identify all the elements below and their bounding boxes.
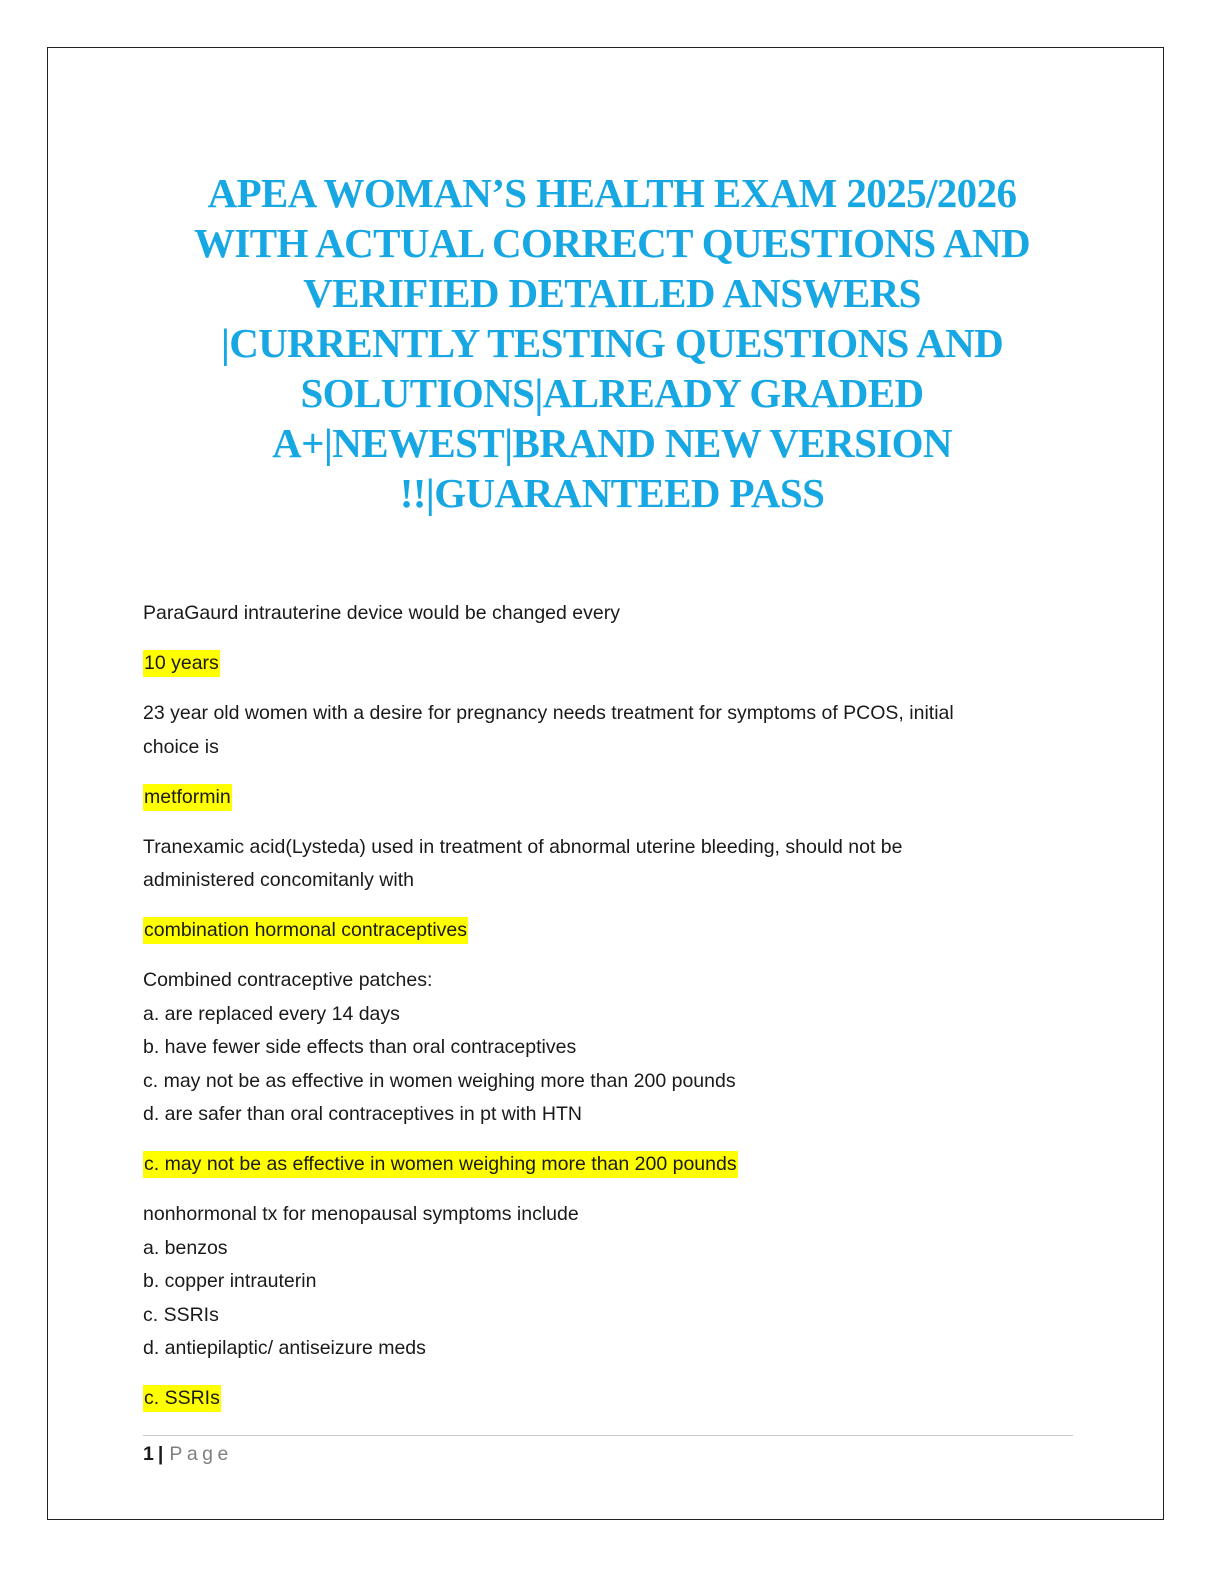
title-line: VERIFIED DETAILED ANSWERS <box>303 270 921 316</box>
page-number: 1 <box>143 1443 154 1465</box>
page-footer <box>143 1440 233 1468</box>
footer-rule <box>143 1435 1073 1436</box>
question <box>143 964 1083 1132</box>
answer-option: c. may not be as effective in women weighing more than 200 pounds <box>143 1069 736 1092</box>
question <box>143 597 1083 631</box>
highlighted-answer: c. SSRIs <box>143 1385 221 1412</box>
footer-separator: | <box>157 1443 164 1465</box>
qa-item <box>143 1198 1083 1416</box>
highlighted-answer: combination hormonal contraceptives <box>143 917 468 944</box>
title-line: A+|NEWEST|BRAND NEW VERSION <box>272 420 952 466</box>
highlighted-answer: c. may not be as effective in women weighing more than 200 pounds <box>143 1151 738 1178</box>
question-text: Tranexamic acid(Lysteda) used in treatment of abnormal uterine bleeding, should not be <box>143 835 903 858</box>
page-label: Page <box>169 1443 233 1465</box>
question <box>143 1198 1083 1366</box>
answer-option: a. benzos <box>143 1236 228 1259</box>
answer-option: d. are safer than oral contraceptives in pt with HTN <box>143 1103 582 1125</box>
qa-item <box>143 697 1083 814</box>
highlighted-answer: 10 years <box>143 650 220 677</box>
question-text: administered concomitanly with <box>143 869 414 891</box>
title-line: WITH ACTUAL CORRECT QUESTIONS AND <box>193 220 1031 266</box>
answer <box>143 781 1083 815</box>
answer-option: b. copper intrauterin <box>143 1270 317 1292</box>
answer <box>143 647 1083 681</box>
question-text: 23 year old women with a desire for pregnancy needs treatment for symptoms of PCOS, initial <box>143 702 954 724</box>
question-text: nonhormonal tx for menopausal symptoms include <box>143 1203 579 1225</box>
question-text: ParaGaurd intrauterine device would be changed every <box>143 602 620 624</box>
question <box>143 831 1083 898</box>
answer-option: b. have fewer side effects than oral contraceptives <box>143 1036 577 1058</box>
title-line: |CURRENTLY TESTING QUESTIONS AND <box>220 320 1004 366</box>
highlighted-answer: metformin <box>143 784 232 811</box>
title-line: APEA WOMAN’S HEALTH EXAM 2025/2026 <box>207 170 1017 216</box>
title-line: SOLUTIONS|ALREADY GRADED <box>300 370 924 416</box>
qa-item <box>143 964 1083 1182</box>
question-text: Combined contraceptive patches: <box>143 969 433 991</box>
answer <box>143 1382 1083 1416</box>
qa-item <box>143 831 1083 948</box>
document-body <box>143 597 1083 1432</box>
document-title <box>140 168 1084 518</box>
qa-item <box>143 597 1083 681</box>
question-text: choice is <box>143 735 219 758</box>
answer-option: d. antiepilaptic/ antiseizure meds <box>143 1337 426 1359</box>
answer <box>143 1148 1083 1182</box>
question <box>143 697 1083 764</box>
answer-option: a. are replaced every 14 days <box>143 1002 400 1025</box>
title-line: !!|GUARANTEED PASS <box>399 470 825 516</box>
answer <box>143 914 1083 948</box>
answer-option: c. SSRIs <box>143 1303 219 1326</box>
